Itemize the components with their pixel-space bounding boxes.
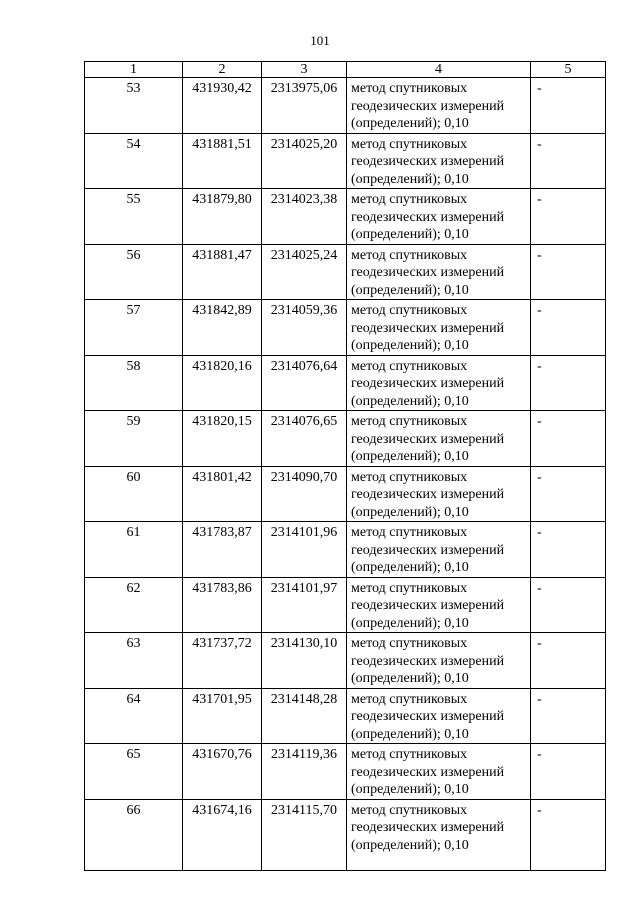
y-coordinate-cell: 2314076,64	[262, 355, 347, 411]
x-coordinate-cell: 431930,42	[183, 78, 262, 134]
header-col-3: 3	[262, 62, 347, 78]
note-cell: -	[531, 300, 606, 356]
x-coordinate-cell: 431783,87	[183, 522, 262, 578]
table-row	[85, 355, 606, 411]
method-cell: метод спутниковых геодезических измерений (определений); 0,10	[347, 355, 531, 411]
y-coordinate-cell: 2314115,70	[262, 799, 347, 870]
method-cell: метод спутниковых геодезических измерений (определений); 0,10	[347, 244, 531, 300]
point-number-cell: 60	[85, 466, 183, 522]
note-cell: -	[531, 688, 606, 744]
y-coordinate-cell: 2313975,06	[262, 78, 347, 134]
page-number: 101	[310, 33, 330, 48]
point-number-cell: 62	[85, 577, 183, 633]
header-col-2: 2	[183, 62, 262, 78]
note-cell: -	[531, 577, 606, 633]
table-row	[85, 78, 606, 134]
table-row	[85, 522, 606, 578]
point-number-cell: 56	[85, 244, 183, 300]
table-row	[85, 189, 606, 245]
note-cell: -	[531, 355, 606, 411]
y-coordinate-cell: 2314025,20	[262, 133, 347, 189]
table-row	[85, 688, 606, 744]
method-cell: метод спутниковых геодезических измерений (определений); 0,10	[347, 133, 531, 189]
note-cell: -	[531, 411, 606, 467]
y-coordinate-cell: 2314148,28	[262, 688, 347, 744]
table-row	[85, 411, 606, 467]
note-cell: -	[531, 78, 606, 134]
point-number-cell: 59	[85, 411, 183, 467]
y-coordinate-cell: 2314025,24	[262, 244, 347, 300]
note-cell: -	[531, 744, 606, 800]
table-row	[85, 744, 606, 800]
x-coordinate-cell: 431801,42	[183, 466, 262, 522]
method-cell: метод спутниковых геодезических измерений (определений); 0,10	[347, 189, 531, 245]
x-coordinate-cell: 431737,72	[183, 633, 262, 689]
method-cell: метод спутниковых геодезических измерений (определений); 0,10	[347, 688, 531, 744]
x-coordinate-cell: 431701,95	[183, 688, 262, 744]
y-coordinate-cell: 2314101,96	[262, 522, 347, 578]
y-coordinate-cell: 2314059,36	[262, 300, 347, 356]
y-coordinate-cell: 2314076,65	[262, 411, 347, 467]
table-row	[85, 799, 606, 870]
method-cell: метод спутниковых геодезических измерений (определений); 0,10	[347, 78, 531, 134]
x-coordinate-cell: 431820,15	[183, 411, 262, 467]
y-coordinate-cell: 2314090,70	[262, 466, 347, 522]
table-row	[85, 244, 606, 300]
table-header-row	[85, 62, 606, 78]
x-coordinate-cell: 431820,16	[183, 355, 262, 411]
note-cell: -	[531, 522, 606, 578]
x-coordinate-cell: 431842,89	[183, 300, 262, 356]
note-cell: -	[531, 633, 606, 689]
y-coordinate-cell: 2314130,10	[262, 633, 347, 689]
table-row	[85, 577, 606, 633]
point-number-cell: 61	[85, 522, 183, 578]
point-number-cell: 57	[85, 300, 183, 356]
y-coordinate-cell: 2314023,38	[262, 189, 347, 245]
point-number-cell: 54	[85, 133, 183, 189]
point-number-cell: 53	[85, 78, 183, 134]
method-cell: метод спутниковых геодезических измерений (определений); 0,10	[347, 633, 531, 689]
note-cell: -	[531, 466, 606, 522]
x-coordinate-cell: 431670,76	[183, 744, 262, 800]
x-coordinate-cell: 431881,47	[183, 244, 262, 300]
method-cell: метод спутниковых геодезических измерений (определений); 0,10	[347, 577, 531, 633]
coordinates-table	[84, 61, 606, 871]
y-coordinate-cell: 2314119,36	[262, 744, 347, 800]
x-coordinate-cell: 431674,16	[183, 799, 262, 870]
note-cell: -	[531, 189, 606, 245]
table-row	[85, 300, 606, 356]
table-row	[85, 633, 606, 689]
point-number-cell: 55	[85, 189, 183, 245]
x-coordinate-cell: 431881,51	[183, 133, 262, 189]
point-number-cell: 58	[85, 355, 183, 411]
y-coordinate-cell: 2314101,97	[262, 577, 347, 633]
header-col-4: 4	[347, 62, 531, 78]
table-body	[85, 78, 606, 871]
point-number-cell: 66	[85, 799, 183, 870]
method-cell: метод спутниковых геодезических измерений (определений); 0,10	[347, 411, 531, 467]
table-row	[85, 466, 606, 522]
note-cell: -	[531, 133, 606, 189]
x-coordinate-cell: 431783,86	[183, 577, 262, 633]
point-number-cell: 65	[85, 744, 183, 800]
point-number-cell: 63	[85, 633, 183, 689]
header-col-5: 5	[531, 62, 606, 78]
method-cell: метод спутниковых геодезических измерений (определений); 0,10	[347, 466, 531, 522]
x-coordinate-cell: 431879,80	[183, 189, 262, 245]
method-cell: метод спутниковых геодезических измерений (определений); 0,10	[347, 744, 531, 800]
header-col-1: 1	[85, 62, 183, 78]
method-cell: метод спутниковых геодезических измерений (определений); 0,10	[347, 300, 531, 356]
method-cell: метод спутниковых геодезических измерений (определений); 0,10	[347, 522, 531, 578]
note-cell: -	[531, 799, 606, 870]
point-number-cell: 64	[85, 688, 183, 744]
method-cell: метод спутниковых геодезических измерений (определений); 0,10	[347, 799, 531, 870]
table-row	[85, 133, 606, 189]
note-cell: -	[531, 244, 606, 300]
